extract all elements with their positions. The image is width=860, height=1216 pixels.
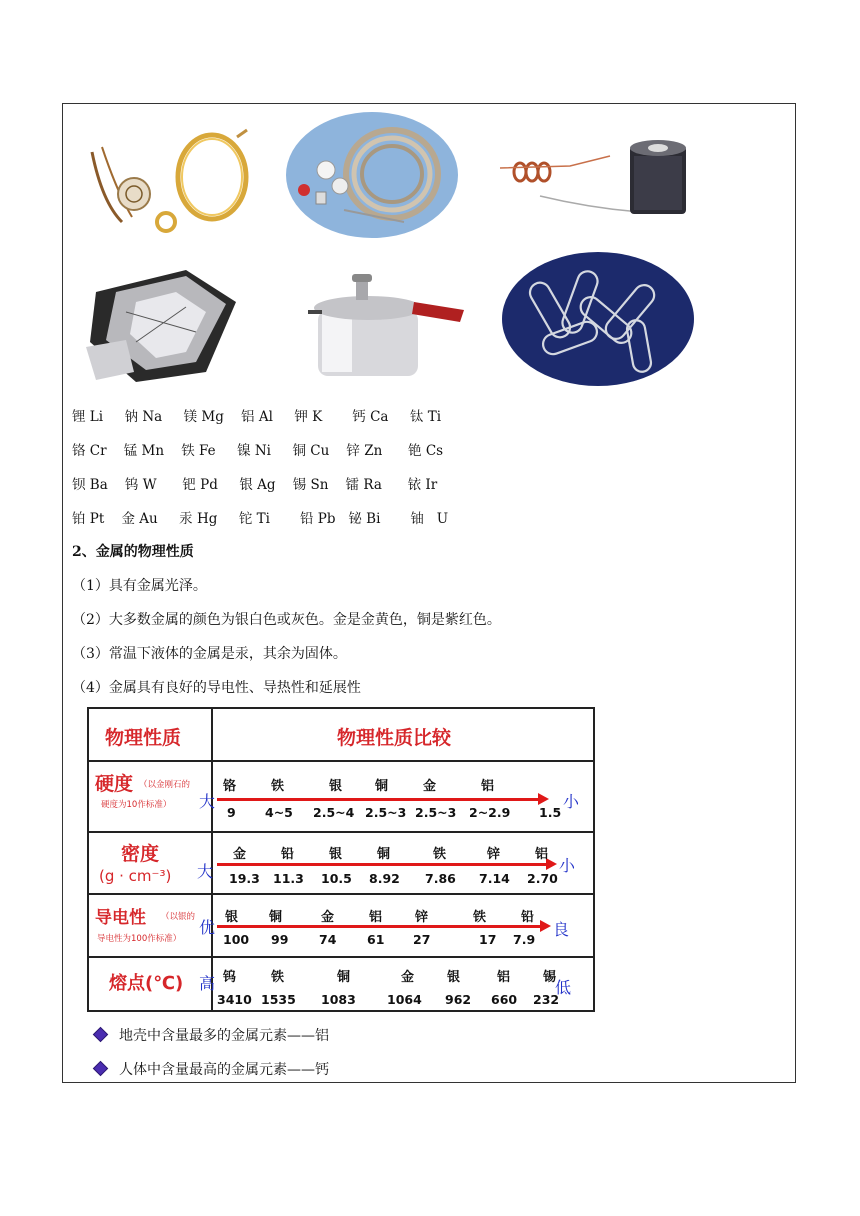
row-hardness-note: 硬度为10作标准） [101,800,172,810]
conductivity-element: 金 [321,910,335,925]
melting-element: 铜 [337,970,351,985]
conductivity-low-label: 良 [553,920,570,939]
header-comparison: 物理性质比较 [337,727,452,749]
density-element: 铜 [377,847,391,862]
bullet-text: 人体中含量最高的金属元素——钙 [119,1062,329,1078]
density-value: 7.86 [425,871,456,886]
density-element: 铅 [281,847,295,862]
element-line: 铬 Cr 锰 Mn 铁 Fe 镍 Ni 铜 Cu 锌 Zn 铯 Cs [72,443,444,459]
hardness-high-label: 大 [199,792,216,811]
conductivity-element: 铝 [369,910,383,925]
conductivity-element: 铜 [269,910,283,925]
conductivity-value: 61 [367,932,385,947]
hardness-element: 银 [329,779,343,794]
row-density-name: 密度 [121,843,160,865]
element-line: 锂 Li 钠 Na 镁 Mg 铝 Al 钾 K 钙 Ca 钛 Ti [72,409,442,425]
row-density-unit: (g · cm⁻³) [99,867,172,885]
conductivity-element: 银 [225,910,239,925]
density-element: 金 [233,847,247,862]
conductivity-value: 99 [271,932,289,947]
melting-value: 1535 [261,992,296,1007]
hardness-value: 2.5~3 [365,805,407,820]
conductivity-high-label: 优 [199,918,216,937]
density-element: 铁 [433,847,447,862]
property-item: （4）金属具有良好的导电性、导热性和延展性 [72,680,361,696]
conductivity-element: 锌 [415,910,429,925]
pressure-cooker-photo [288,262,476,386]
section-title: 2、金属的物理性质 [72,544,194,560]
hardness-element: 铁 [271,779,285,794]
hardness-value: 9 [227,805,236,820]
table-divider [89,760,593,762]
table-divider [89,956,593,958]
melting-value: 1064 [387,992,422,1007]
density-value: 10.5 [321,871,352,886]
density-element: 铝 [535,847,549,862]
conductivity-value: 27 [413,932,431,947]
density-value: 11.3 [273,871,304,886]
row-conductivity-name: 导电性 [95,908,146,928]
wires-and-bulbs-photo [284,110,460,240]
density-element: 锌 [487,847,501,862]
melting-value: 962 [445,992,472,1007]
hardness-element: 铝 [481,779,495,794]
bullet-text: 地壳中含量最多的金属元素——铝 [119,1028,329,1044]
density-element: 银 [329,847,343,862]
physical-property-table [87,707,595,1012]
melting-value: 232 [533,992,560,1007]
melting-element: 钨 [223,970,237,985]
melting-element: 银 [447,970,461,985]
property-item: （1）具有金属光泽。 [72,578,207,594]
hardness-element: 金 [423,779,437,794]
conductivity-arrow [217,925,541,928]
property-item: （2）大多数金属的颜色为银白色或灰色。金是金黄色，铜是紫红色。 [72,612,501,628]
melting-value: 1083 [321,992,356,1007]
density-value: 8.92 [369,871,400,886]
melting-element: 铝 [497,970,511,985]
melting-value: 660 [491,992,518,1007]
conductivity-element: 铅 [521,910,535,925]
element-line: 钡 Ba 钨 W 钯 Pd 银 Ag 锡 Sn 镭 Ra 铱 Ir [72,477,438,493]
conductivity-value: 74 [319,932,337,947]
element-line: 铂 Pt 金 Au 汞 Hg 铊 Ti 铅 Pb 铋 Bi 铀 U [72,511,449,527]
conductivity-value: 100 [223,932,250,947]
diamond-bullet-icon [94,1028,107,1041]
density-arrow [217,863,547,866]
diamond-bullet-icon [94,1062,107,1075]
hardness-element: 铬 [223,779,237,794]
melting-low-label: 低 [555,978,572,997]
density-value: 19.3 [229,871,260,886]
hardness-low-label: 小 [563,792,580,811]
density-value: 2.70 [527,871,558,886]
hardness-arrow [217,798,539,801]
row-conductivity-note: （以银的 [161,912,196,922]
density-low-label: 小 [559,856,576,875]
density-high-label: 大 [197,862,214,881]
density-value: 7.14 [479,871,510,886]
paper-clips-photo [500,250,696,388]
row-hardness-note: （以金刚石的 [139,780,191,790]
melting-element: 金 [401,970,415,985]
table-divider [89,893,593,895]
aluminum-foil-photo [76,262,264,386]
conductivity-value: 7.9 [513,932,536,947]
row-hardness-name: 硬度 [95,773,134,795]
bullet-item [96,1025,329,1045]
hardness-value: 1.5 [539,805,562,820]
gold-jewelry-photo [72,122,262,240]
property-item: （3）常温下液体的金属是汞，其余为固体。 [72,646,347,662]
hardness-value: 2~2.9 [469,805,511,820]
melting-element: 铁 [271,970,285,985]
melting-high-label: 高 [199,974,216,993]
melting-element: 锡 [543,970,557,985]
conductivity-value: 17 [479,932,497,947]
header-property: 物理性质 [105,727,182,749]
table-divider [89,831,593,833]
conductivity-element: 铁 [473,910,487,925]
hardness-value: 2.5~3 [415,805,457,820]
hardness-value: 4~5 [265,805,293,820]
bullet-item [96,1059,329,1079]
row-conductivity-note: 导电性为100作标准） [97,934,182,944]
copper-wire-spool-photo [480,116,690,238]
row-melting-name: 熔点(℃) [109,973,184,994]
melting-value: 3410 [217,992,252,1007]
hardness-value: 2.5~4 [313,805,355,820]
hardness-element: 铜 [375,779,389,794]
